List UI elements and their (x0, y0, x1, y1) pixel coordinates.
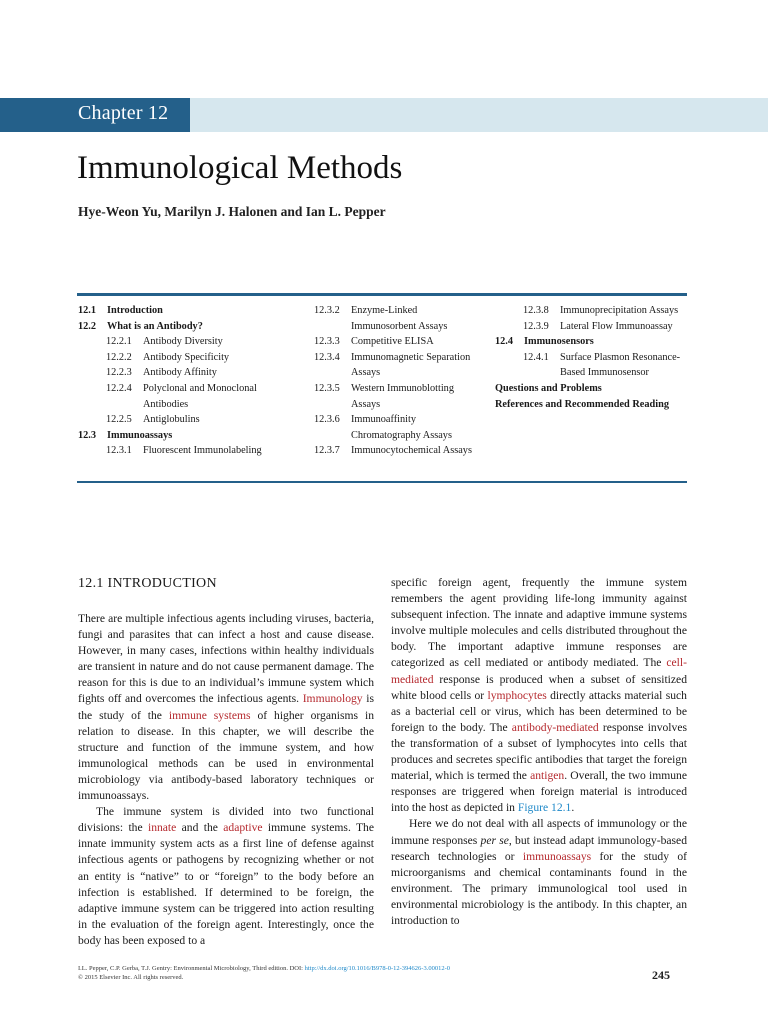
toc-entry-number: 12.3.7 (314, 445, 340, 457)
toc-entry[interactable] (78, 443, 293, 459)
text-run: response involves the transformation of a subset of lymphocytes into cells that produces and secretes specific antibodies that target the foreign material, which is termed the (391, 720, 687, 783)
toc-entry-title: References and Recommended Reading (495, 398, 669, 410)
toc-entry[interactable] (314, 334, 479, 350)
glossary-term-link[interactable]: cell-mediated (391, 656, 687, 686)
toc-entry-number: 12.4 (495, 336, 514, 348)
chapter-title: Immunological Methods (77, 150, 403, 186)
toc-entry[interactable] (314, 443, 479, 459)
text-run: . (571, 801, 575, 815)
glossary-term-link[interactable]: antigen (530, 769, 565, 783)
toc-column-3 (495, 303, 695, 412)
text-run: specific foreign agent, frequently the immune system remembers the agent providing life-long immunity against subsequent infection. The innate and adaptive immune systems involve multiple molecules and cells distributed throughout the body. The important adaptive immune responses are categorized as cell mediated or antibody mediated. The (391, 576, 687, 670)
toc-entry-title: Surface Plasmon Resonance-Based Immunosensor (560, 351, 681, 379)
figure-reference-link[interactable]: Figure 12.1 (517, 801, 572, 815)
toc-entry[interactable] (314, 303, 479, 334)
toc-entry-title: Polyclonal and Monoclonal Antibodies (143, 382, 257, 410)
toc-entry[interactable] (495, 350, 695, 381)
toc-entry-number: 12.3.6 (314, 414, 340, 426)
toc-entry-title: Immunomagnetic Separation Assays (351, 351, 471, 379)
text-run: of higher organisms in relation to disease. In this chapter, we will describe the structure and function of the immune system, and how immunological methods can be used in environmental microbiology via antibody-based laboratory techniques or immunoassays. (78, 708, 374, 803)
toc-entry[interactable] (314, 412, 479, 443)
toc-entry[interactable] (495, 397, 695, 413)
left-body-column (78, 611, 374, 949)
text-run: for the study of microorganisms and chemical contaminants found in the environment. The primary immunological tool used in environmental microbiology is the antibody. In this chapter, an introduction to (391, 849, 687, 927)
toc-entry-number: 12.3.3 (314, 336, 340, 348)
toc-entry-title: Introduction (107, 305, 163, 316)
toc-bottom-rule (77, 481, 687, 483)
glossary-term-link[interactable]: lymphocytes (487, 688, 547, 702)
toc-entry[interactable] (495, 334, 695, 350)
toc-entry-number: 12.2.1 (106, 336, 132, 348)
toc-top-rule (77, 293, 687, 296)
toc-entry-title: Western Immunoblotting Assays (351, 382, 454, 410)
text-run: immune systems. The innate immunity system acts as a first line of defense against infectious agents or pathogens by recognizing whether or not an entity is “native” to or “foreign” to the body before an infection is established. If determined to be foreign, the adaptive immune system can be triggered into action resulting in the evaluation of the foreign agent. Interestingly, once the body has been exposed to a (78, 821, 375, 947)
toc-entry-number: 12.3.5 (314, 382, 340, 394)
text-run: response is produced when a subset of sensitized white blood cells or (391, 672, 687, 702)
body-paragraph (391, 816, 687, 929)
glossary-term-link[interactable]: Immunology (302, 692, 363, 706)
text-run: Here we do not deal with all aspects of immunology or the immune responses (391, 817, 687, 847)
toc-entry-number: 12.3.9 (523, 320, 549, 332)
toc-entry[interactable] (495, 303, 695, 319)
toc-entry-title: Antibody Diversity (143, 336, 223, 348)
text-run: The immune system is divided into two functional divisions: the (78, 805, 374, 835)
toc-entry-number: 12.2.4 (106, 382, 132, 394)
glossary-term-link[interactable]: innate (147, 821, 177, 835)
footer-doi-link[interactable]: http://dx.doi.org/10.1016/B978-0-12-394626-3.00012-0 (304, 965, 451, 972)
footer-citation-line (78, 964, 638, 973)
toc-entry[interactable] (78, 412, 293, 428)
text-run: and the (176, 821, 224, 835)
toc-entry-title: Immunosensors (524, 336, 594, 348)
toc-entry-title: Lateral Flow Immunoassay (560, 320, 673, 332)
toc-entry-title: Immunoassays (107, 429, 173, 441)
toc-entry-number: 12.2 (78, 320, 97, 332)
page-number: 245 (652, 968, 670, 982)
toc-entry[interactable] (495, 381, 695, 397)
toc-entry[interactable] (314, 381, 479, 412)
toc-entry-title: Questions and Problems (495, 382, 602, 394)
toc-entry-number: 12.2.5 (106, 414, 132, 426)
body-paragraph (391, 575, 687, 816)
chapter-banner (0, 98, 768, 132)
section-heading: 12.1 INTRODUCTION (78, 576, 217, 591)
glossary-term-link[interactable]: immune systems (168, 708, 251, 722)
toc-entry-number: 12.3.2 (314, 305, 340, 316)
toc-entry-number: 12.1 (78, 305, 97, 316)
toc-entry-number: 12.3.4 (314, 351, 340, 363)
toc-entry-number: 12.2.2 (106, 351, 132, 363)
text-run: . Overall, the two immune responses are triggered when foreign material is introduced into the host as depicted in (391, 769, 687, 815)
toc-entry-title: Enzyme-Linked Immunosorbent Assays (351, 305, 448, 332)
toc-column-2 (314, 303, 479, 459)
toc-entry-title: Fluorescent Immunolabeling (143, 445, 262, 457)
toc-entry-title: Immunoprecipitation Assays (560, 305, 679, 316)
toc-entry-title: Antibody Affinity (143, 367, 217, 379)
toc-entry[interactable] (78, 381, 293, 412)
toc-entry-number: 12.4.1 (523, 351, 549, 363)
toc-entry-title: What is an Antibody? (107, 320, 203, 332)
toc-entry-number: 12.2.3 (106, 367, 132, 379)
toc-entry-title: Antibody Specificity (143, 351, 230, 363)
text-run: There are multiple infectious agents including viruses, bacteria, fungi and parasites that can infect a host and cause disease. However, in many cases, infections within healthy individuals are transient in nature and do not cause permanent damage. The reason for this is due to an individual’s immune system which fights off and overcomes the infectious agents. (78, 612, 374, 706)
toc-entry-title: Competitive ELISA (351, 336, 434, 348)
footer-copyright: © 2015 Elsevier Inc. All rights reserved. (78, 974, 184, 981)
toc-entry[interactable] (78, 365, 293, 381)
toc-entry[interactable] (78, 319, 293, 335)
toc-column-1 (78, 303, 293, 459)
glossary-term-link[interactable]: antibody-mediated (511, 720, 599, 734)
toc-entry-number: 12.3 (78, 429, 97, 441)
toc-entry-number: 12.3.8 (523, 305, 549, 316)
toc-entry[interactable] (78, 303, 293, 319)
toc-entry[interactable] (314, 350, 479, 381)
toc-entry-title: Immunoaffinity Chromatography Assays (351, 414, 452, 441)
text-run: directly attacks material such as a bacterial cell or virus, which has been determined to be foreign to the body. The (391, 688, 687, 734)
text-run: is the study of the (78, 692, 374, 722)
toc-entry[interactable] (495, 319, 695, 335)
toc-entry[interactable] (78, 428, 293, 444)
chapter-label: Chapter 12 (78, 102, 169, 124)
toc-entry[interactable] (78, 350, 293, 366)
toc-entry[interactable] (78, 334, 293, 350)
body-paragraph (78, 804, 374, 949)
chapter-tab (0, 98, 190, 132)
text-run: per se (480, 833, 509, 847)
authors: Hye-Weon Yu, Marilyn J. Halonen and Ian L. Pepper (78, 204, 386, 219)
glossary-term-link[interactable]: adaptive (223, 821, 263, 835)
toc-entry-title: Immunocytochemical Assays (351, 445, 472, 457)
footer-citation: I.L. Pepper, C.P. Gerba, T.J. Gentry: Environmental Microbiology, Third edition. DOI: (78, 965, 305, 972)
toc-entry-title: Antiglobulins (143, 414, 200, 426)
text-run: , but instead adapt immunology-based research technologies or (391, 833, 687, 863)
toc-entry-number: 12.3.1 (106, 445, 132, 457)
body-paragraph (78, 611, 374, 804)
right-body-column (391, 575, 687, 929)
glossary-term-link[interactable]: immunoassays (522, 849, 592, 863)
footer (78, 964, 638, 982)
